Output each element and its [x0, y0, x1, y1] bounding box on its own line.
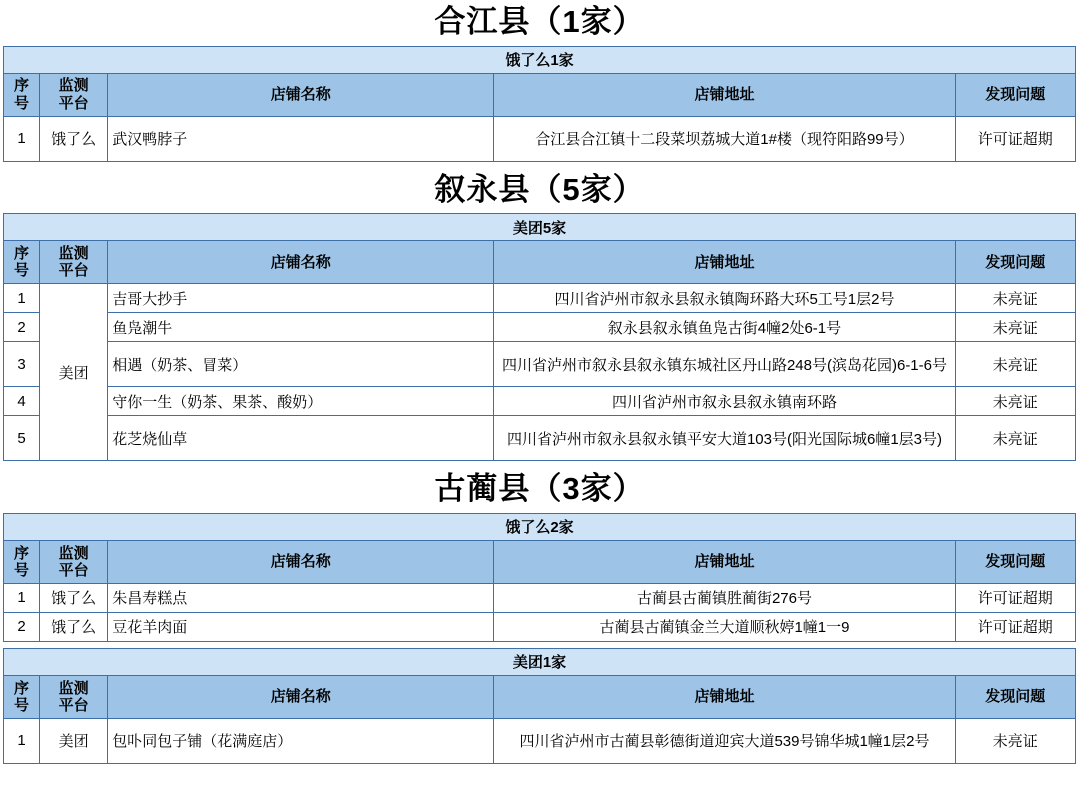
cell-platform: 饿了么	[40, 583, 108, 612]
table-row	[4, 612, 1076, 641]
table-xuyong-meituan	[3, 213, 1076, 461]
cell-problem: 未亮证	[955, 342, 1075, 387]
col-shop-address: 店铺地址	[494, 73, 955, 116]
col-platform-line2: 平台	[58, 561, 89, 579]
table-row	[4, 313, 1076, 342]
col-index: 序号	[4, 540, 40, 583]
cell-index: 4	[4, 387, 40, 416]
table-row	[4, 284, 1076, 313]
table-gulin-meituan	[3, 648, 1076, 764]
cell-shop-name: 花芝烧仙草	[108, 416, 494, 461]
cell-problem: 未亮证	[955, 718, 1075, 763]
col-shop-address: 店铺地址	[494, 241, 955, 284]
col-index: 序号	[4, 73, 40, 116]
cell-shop-address: 四川省泸州市叙永县叙永镇陶环路大环5工号1层2号	[494, 284, 955, 313]
table-row	[4, 583, 1076, 612]
col-platform	[40, 675, 108, 718]
col-shop-name: 店铺名称	[108, 540, 494, 583]
section-title-gulin: 古蔺县（3家）	[434, 471, 645, 507]
cell-problem: 许可证超期	[955, 612, 1075, 641]
col-platform-line1: 监测	[58, 544, 89, 562]
cell-problem: 许可证超期	[955, 116, 1075, 161]
cell-index: 1	[4, 284, 40, 313]
col-shop-address: 店铺地址	[494, 540, 955, 583]
col-platform	[40, 241, 108, 284]
platform-banner-label: 美团1家	[4, 648, 1076, 675]
col-problem: 发现问题	[955, 540, 1075, 583]
col-index: 序号	[4, 675, 40, 718]
cell-shop-name: 相遇（奶茶、冒菜）	[108, 342, 494, 387]
cell-shop-address: 古蔺县古蔺镇金兰大道顺秋婷1幢1一9	[494, 612, 955, 641]
table-header-row	[4, 241, 1076, 284]
cell-shop-name: 守你一生（奶茶、果茶、酸奶）	[108, 387, 494, 416]
table-row	[4, 416, 1076, 461]
col-shop-name: 店铺名称	[108, 675, 494, 718]
col-platform-line2: 平台	[58, 94, 89, 112]
cell-shop-address: 四川省泸州市叙永县叙永镇南环路	[494, 387, 955, 416]
col-index: 序号	[4, 241, 40, 284]
cell-platform: 饿了么	[40, 612, 108, 641]
table-row	[4, 718, 1076, 763]
col-shop-address: 店铺地址	[494, 675, 955, 718]
cell-index: 5	[4, 416, 40, 461]
section-title-hejiang: 合江县（1家）	[434, 4, 645, 39]
platform-banner	[4, 46, 1076, 73]
cell-problem: 未亮证	[955, 284, 1075, 313]
cell-index: 2	[4, 612, 40, 641]
cell-shop-name: 包卟同包子铺（花满庭店）	[108, 718, 494, 763]
cell-shop-name: 豆花羊肉面	[108, 612, 494, 641]
col-platform	[40, 73, 108, 116]
platform-banner-label: 饿了么2家	[4, 513, 1076, 540]
table-header-row	[4, 540, 1076, 583]
cell-index: 2	[4, 313, 40, 342]
cell-index: 1	[4, 583, 40, 612]
cell-platform: 美团	[40, 718, 108, 763]
cell-shop-name: 武汉鸭脖子	[108, 116, 494, 161]
table-row	[4, 387, 1076, 416]
platform-banner-label: 美团5家	[4, 214, 1076, 241]
col-platform-line1: 监测	[58, 679, 89, 697]
table-gulin-eleme	[3, 513, 1076, 642]
cell-shop-address: 四川省泸州市叙永县叙永镇平安大道103号(阳光国际城6幢1层3号)	[494, 416, 955, 461]
section-title-xuyong: 叙永县（5家）	[434, 171, 645, 207]
platform-banner	[4, 513, 1076, 540]
col-shop-name: 店铺名称	[108, 73, 494, 116]
cell-shop-name: 朱昌寿糕点	[108, 583, 494, 612]
col-problem: 发现问题	[955, 241, 1075, 284]
cell-shop-address: 叙永县叙永镇鱼凫古街4幢2处6-1号	[494, 313, 955, 342]
col-shop-name: 店铺名称	[108, 241, 494, 284]
cell-index: 1	[4, 116, 40, 161]
col-platform-line2: 平台	[58, 696, 89, 714]
table-row	[4, 116, 1076, 161]
cell-index: 1	[4, 718, 40, 763]
cell-shop-name: 鱼凫潮牛	[108, 313, 494, 342]
table-row	[4, 342, 1076, 387]
col-platform	[40, 540, 108, 583]
cell-problem: 许可证超期	[955, 583, 1075, 612]
cell-problem: 未亮证	[955, 387, 1075, 416]
cell-shop-name: 吉哥大抄手	[108, 284, 494, 313]
col-platform-line2: 平台	[58, 262, 89, 280]
cell-problem: 未亮证	[955, 416, 1075, 461]
cell-index: 3	[4, 342, 40, 387]
cell-shop-address: 四川省泸州市古蔺县彰德街道迎宾大道539号锦华城1幢1层2号	[494, 718, 955, 763]
cell-platform-merged: 美团	[40, 284, 108, 461]
platform-banner	[4, 648, 1076, 675]
table-header-row	[4, 73, 1076, 116]
col-problem: 发现问题	[955, 675, 1075, 718]
col-platform-line1: 监测	[58, 77, 89, 95]
cell-platform: 饿了么	[40, 116, 108, 161]
platform-banner	[4, 214, 1076, 241]
col-problem: 发现问题	[955, 73, 1075, 116]
cell-shop-address: 四川省泸州市叙永县叙永镇东城社区丹山路248号(滨岛花园)6-1-6号	[494, 342, 955, 387]
platform-banner-label: 饿了么1家	[4, 46, 1076, 73]
table-hejiang-eleme	[3, 46, 1076, 162]
col-platform-line1: 监测	[58, 245, 89, 263]
cell-problem: 未亮证	[955, 313, 1075, 342]
table-header-row	[4, 675, 1076, 718]
cell-shop-address: 古蔺县古蔺镇胜蔺街276号	[494, 583, 955, 612]
cell-shop-address: 合江县合江镇十二段菜坝荔城大道1#楼（现符阳路99号）	[494, 116, 955, 161]
